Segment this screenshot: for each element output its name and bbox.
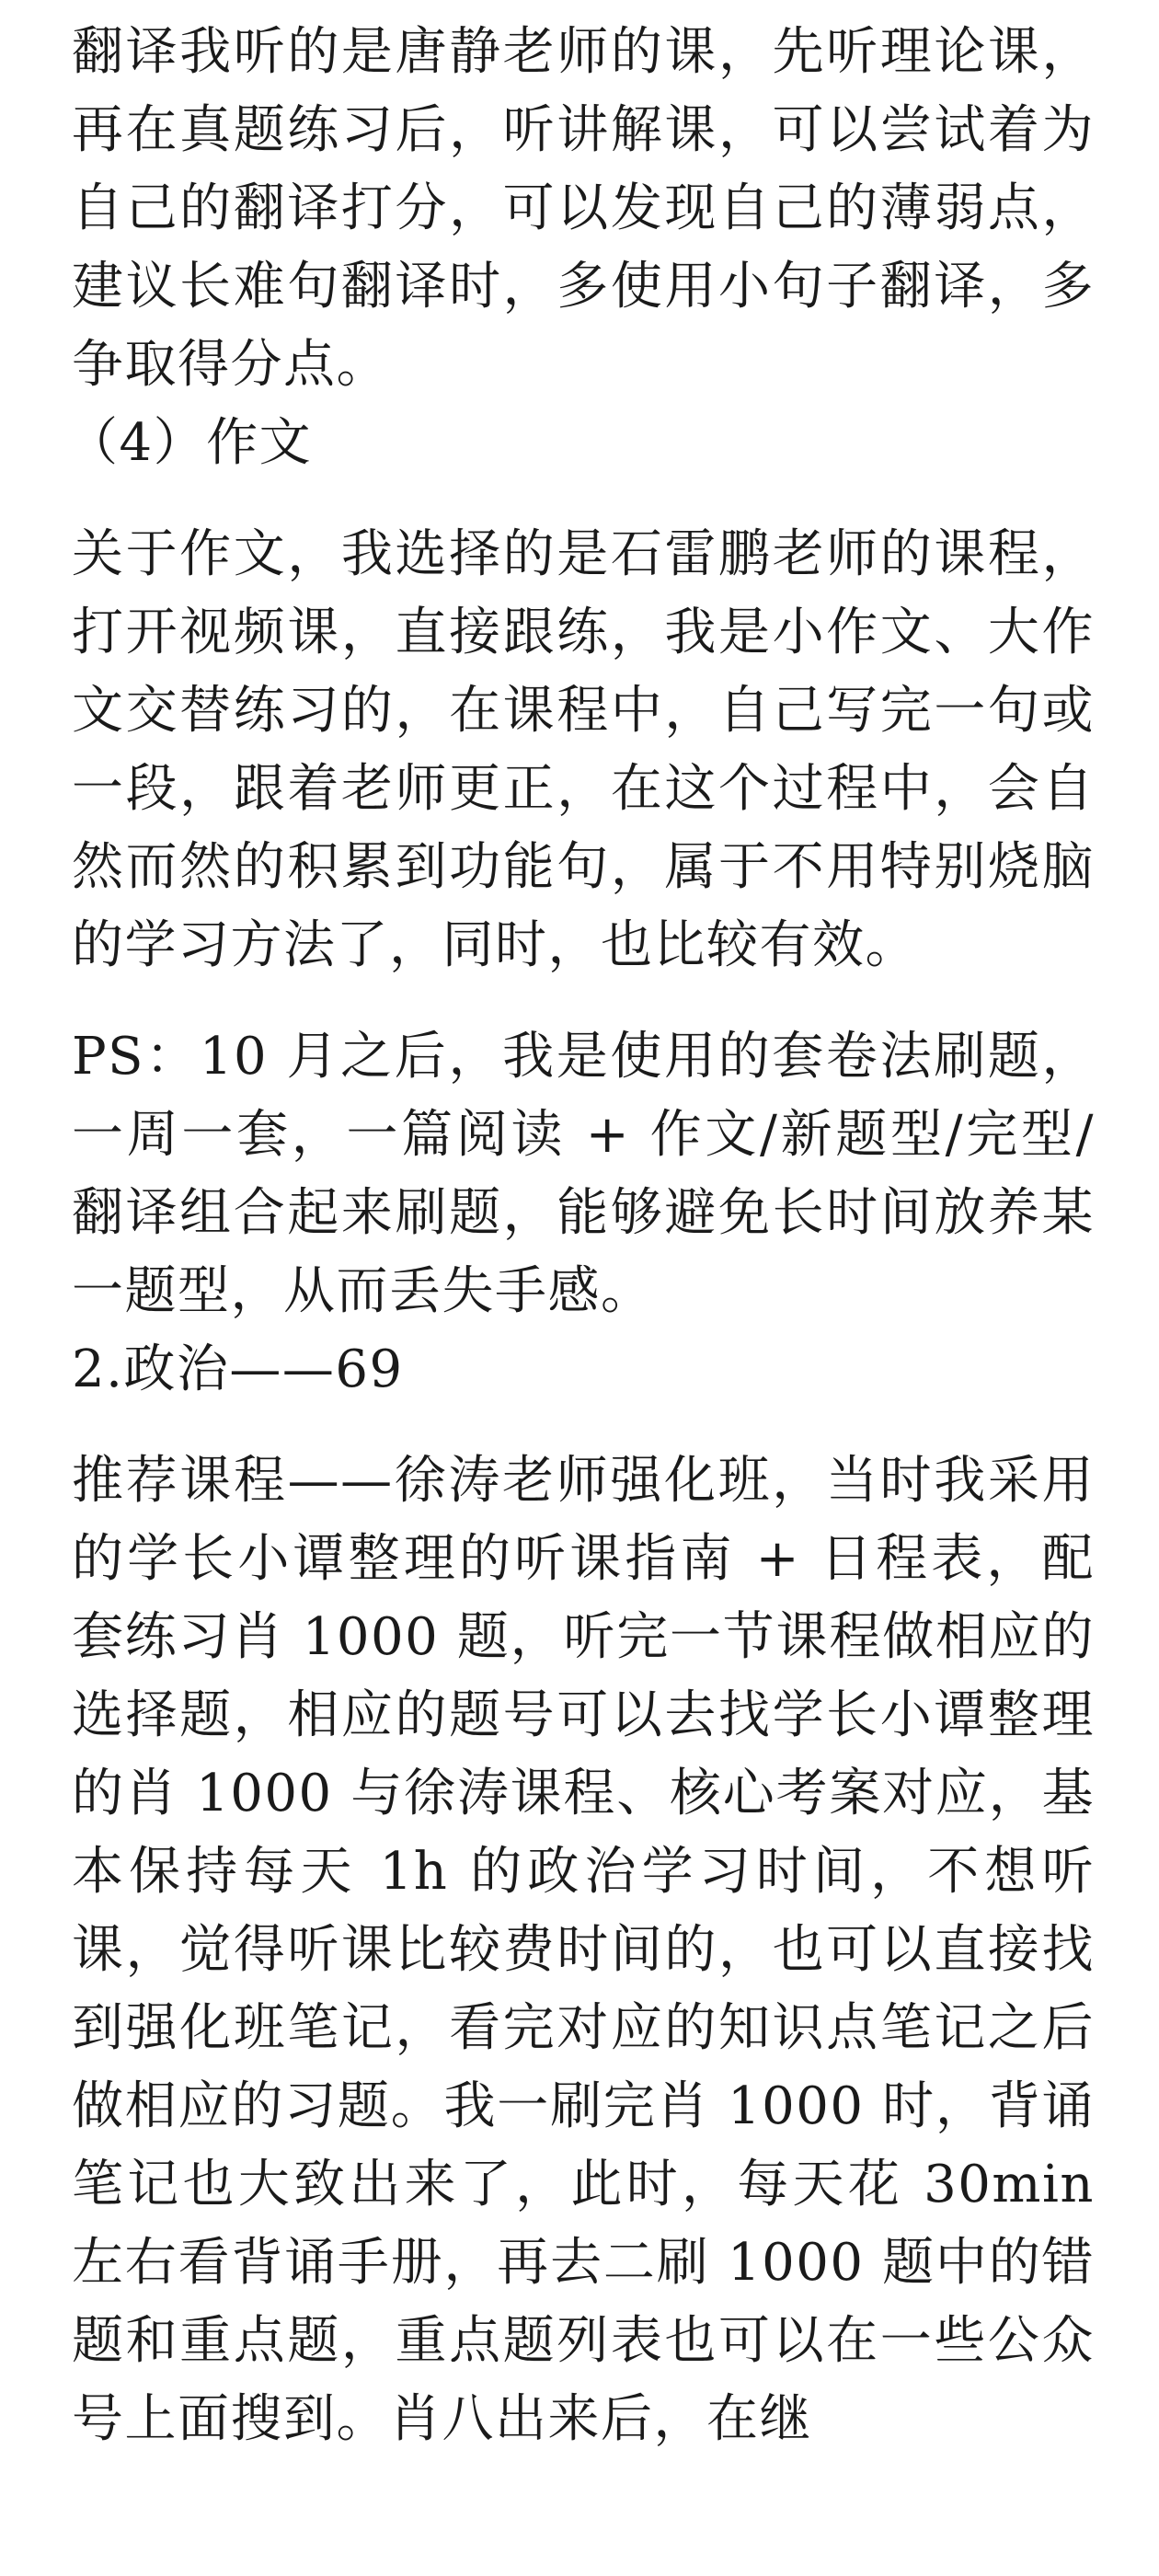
translation-paragraph: 翻译我听的是唐静老师的课，先听理论课，再在真题练习后，听讲解课，可以尝试着为自己的翻译打分，可以发现自己的薄弱点，建议长难句翻译时，多使用小句子翻译，多争取得分点。	[72, 22, 1095, 395]
politics-heading: 2.政治——69	[72, 1340, 404, 1399]
essay-heading: （4）作文	[66, 413, 313, 473]
article-body	[66, 13, 1095, 2458]
ps-paragraph: PS：10 月之后，我是使用的套卷法刷题，一周一套，一篇阅读 + 作文/新题型/完型/翻译组合起来刷题，能够避免长时间放养某一题型，从而丢失手感。	[72, 1027, 1095, 1321]
essay-paragraph: 关于作文，我选择的是石雷鹏老师的课程，打开视频课，直接跟练，我是小作文、大作文交替练习的，在课程中，自己写完一句或一段，跟着老师更正，在这个过程中，会自然而然的积累到功能句，属于不用特别烧脑的学习方法了，同时，也比较有效。	[72, 524, 1095, 975]
politics-paragraph: 推荐课程——徐涛老师强化班，当时我采用的学长小谭整理的听课指南 + 日程表，配套练习肖 1000 题，听完一节课程做相应的选择题，相应的题号可以去找学长小谭整理的肖 1000 与徐涛课程、核心考案对应，基本保持每天 1h 的政治学习时间，不想听课，觉得听课比较费时间的，也可以直接找到强化班笔记，看完对应的知识点笔记之后做相应的习题。我一刷完肖 1000 时，背诵笔记也大致出来了，此时，每天花 30min 左右看背诵手册，再去二刷 1000 题中的错题和重点题，重点题列表也可以在一些公众号上面搜到。肖八出来后，在继	[72, 1451, 1095, 2449]
